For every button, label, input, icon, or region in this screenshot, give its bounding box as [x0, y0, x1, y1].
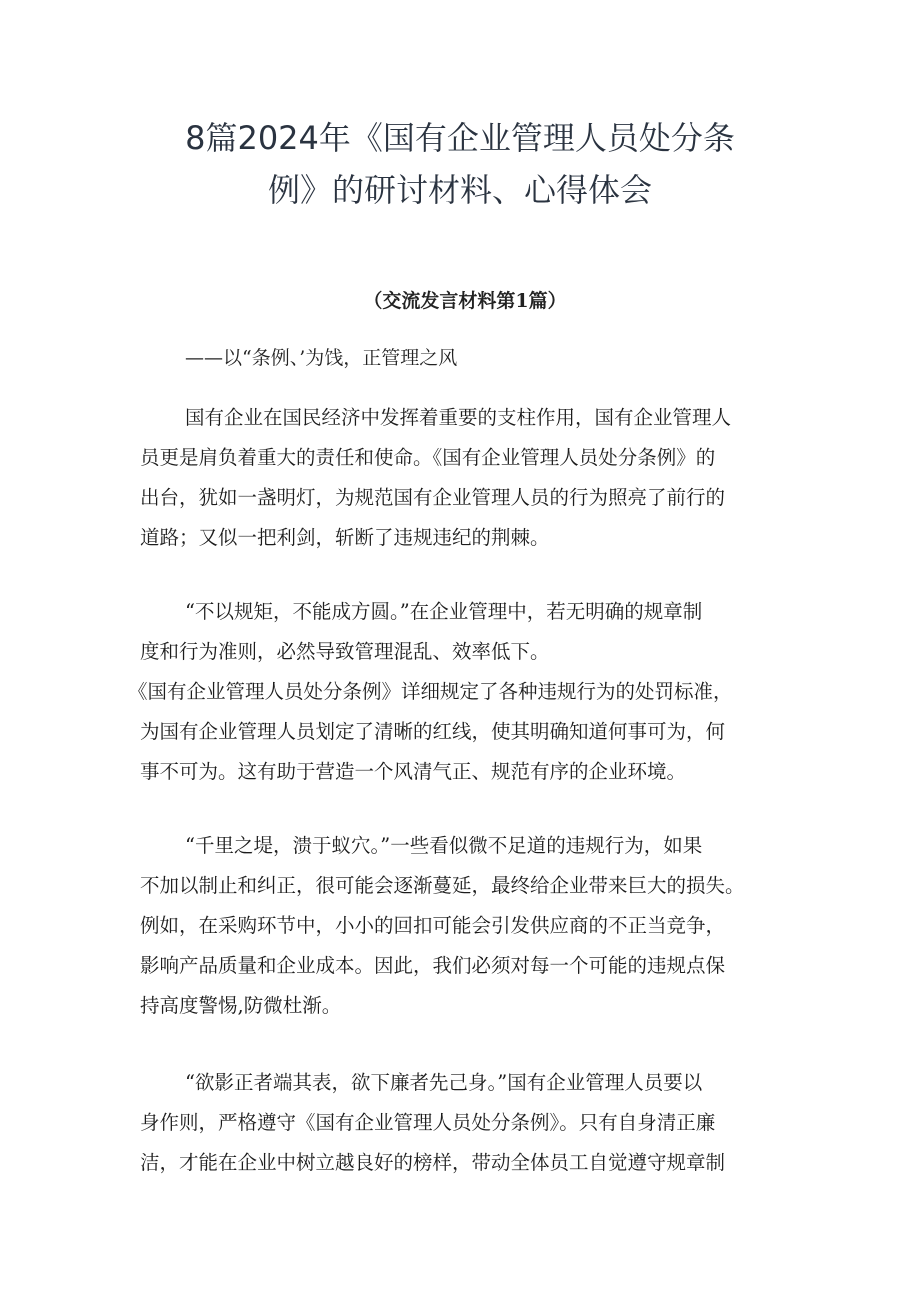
paragraph-line: 出台，犹如一盏明灯，为规范国有企业管理人员的行为照亮了前行的 — [140, 486, 726, 509]
paragraph-line: 洁，才能在企业中树立越良好的榜样，带动全体员工自觉遵守规章制 — [140, 1151, 726, 1174]
paragraph-line: 不加以制止和纠正，很可能会逐渐蔓延，最终给企业带来巨大的损失。 — [140, 874, 745, 897]
paragraph-line: 影响产品质量和企业成本。因此，我们必须对每一个可能的违规点保 — [140, 954, 726, 977]
paragraph-1 — [140, 398, 795, 558]
paragraph-line: 国有企业在国民经济中发挥着重要的支柱作用，国有企业管理人 — [185, 406, 732, 429]
section-heading: （交流发言材料第1篇） — [363, 290, 567, 312]
paragraph-line: 身作则，严格遵守《国有企业管理人员处分条例》。只有自身清正廉 — [140, 1111, 716, 1134]
paragraph-line: 道路；又似一把利剑，斩断了违规违纪的荆棘。 — [140, 526, 550, 549]
document-title — [130, 112, 790, 216]
paragraph-3 — [140, 826, 795, 1026]
paragraph-line: 《国有企业管理人员处分条例》详细规定了各种违规行为的处罚标准， — [128, 680, 733, 703]
paragraph-line: 员更是肩负着重大的责任和使命。《国有企业管理人员处分条例》的 — [140, 446, 716, 469]
paragraph-line: “千里之堤，溃于蚁穴。”一些看似微不足道的违规行为，如果 — [185, 834, 703, 857]
subtitle: ——以“条例、’为饯，正管理之风 — [185, 347, 458, 369]
paragraph-line: 度和行为准则，必然导致管理混乱、效率低下。 — [140, 640, 550, 663]
title-line-1: 8篇2024年《国有企业管理人员处分条 — [185, 119, 735, 157]
paragraph-4 — [140, 1063, 795, 1183]
paragraph-line: 例如，在采购环节中，小小的回扣可能会引发供应商的不正当竞争， — [140, 914, 726, 937]
paragraph-line: 持高度警惕,防微杜渐。 — [140, 994, 342, 1017]
paragraph-2 — [128, 592, 795, 792]
paragraph-line: “欲影正者端其表，欲下廉者先己身。”国有企业管理人员要以 — [185, 1071, 703, 1094]
paragraph-line: “不以规矩，不能成方圆。”在企业管理中，若无明确的规章制 — [185, 600, 703, 623]
paragraph-line: 为国有企业管理人员划定了清晰的红线，使其明确知道何事可为，何 — [140, 720, 726, 743]
paragraph-line: 事不可为。这有助于营造一个风清气正、规范有序的企业环境。 — [140, 760, 687, 783]
title-line-2: 例》的研讨材料、心得体会 — [267, 171, 652, 209]
